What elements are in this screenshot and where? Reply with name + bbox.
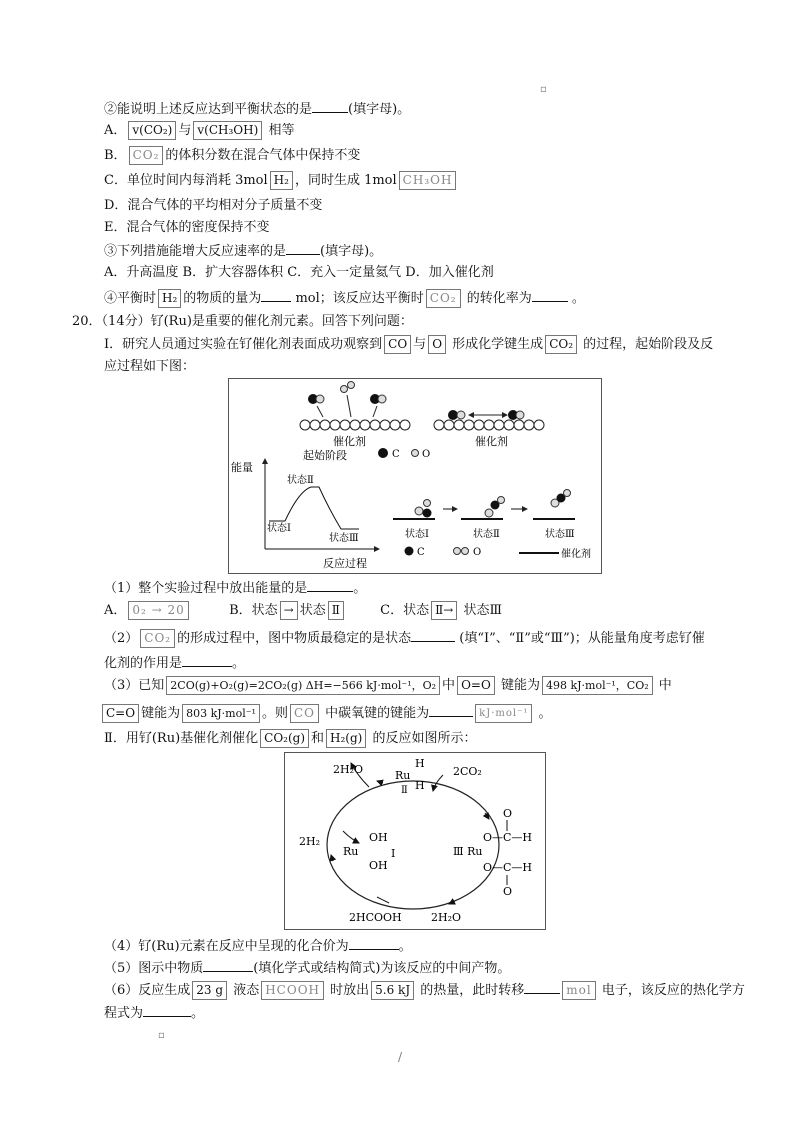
formula-box: mol: [562, 981, 595, 1000]
right-legend-c: C: [417, 547, 425, 558]
answer-blank[interactable]: [203, 957, 253, 972]
oxygen-atom: [564, 490, 571, 497]
oxygen-atom: [457, 411, 465, 419]
q19-option-d: D．混合气体的平均相对分子质量不变: [104, 198, 323, 213]
formula-box: CO₂: [129, 146, 164, 165]
formula-box: Ⅱ: [328, 601, 344, 620]
right-legend-o: O: [473, 547, 482, 558]
q19-option-a: [104, 121, 294, 141]
oxygen-atom: [316, 395, 324, 403]
catalytic-cycle-svg: [285, 753, 545, 929]
q20-text: 的过程，起始阶段及反: [583, 337, 714, 352]
oxygen-atom: [378, 395, 386, 403]
formula-box: HCOOH: [261, 981, 324, 1000]
oxygen-atom: [516, 411, 524, 419]
cycle-label: 2H₂O: [431, 911, 462, 924]
answer-blank[interactable]: [182, 652, 232, 667]
legend-oxygen: [462, 548, 469, 555]
cycle-label: O: [503, 807, 513, 820]
q20-s1-options: [104, 601, 502, 621]
formula-box: O=O: [457, 676, 495, 695]
formula-box: CO₂: [545, 335, 577, 354]
formula-box: CO: [290, 704, 319, 723]
q19-option-e: E．混合气体的密度保持不变: [104, 220, 270, 235]
oxygen-atom: [424, 500, 431, 507]
q19-part2-text: ②能说明上述反应达到平衡状态的是: [104, 102, 313, 117]
q20-text: 化剂的作用是: [104, 656, 183, 671]
option-letter: B．: [104, 148, 127, 163]
answer-blank[interactable]: [524, 979, 560, 994]
cycle-label: Ⅱ: [401, 785, 408, 796]
formula-box: H₂(g): [326, 729, 366, 748]
q20-header: 20．（14分）钌(Ru)是重要的催化剂元素。回答下列问题：: [72, 314, 413, 329]
catalyst-label: 催化剂: [475, 435, 508, 448]
q20-text: 键能为: [141, 706, 181, 721]
oxygen-atom: [348, 382, 355, 389]
option-text: 的体积分数在混合气体中保持不变: [165, 148, 361, 163]
cycle-label: Ru: [343, 845, 359, 858]
cycle-label: H: [415, 779, 425, 792]
q20-text: 。: [353, 581, 367, 596]
q19-part3-prompt: [104, 240, 382, 262]
cycle-label: OH: [369, 831, 388, 844]
legend-carbon: [378, 448, 388, 458]
option-text: ，同时生成 1mol: [294, 173, 397, 188]
cycle-label: 2HCOOH: [349, 911, 402, 924]
legend-carbon: [405, 547, 414, 556]
q20-s6-prompt: [104, 979, 745, 1001]
option-text: C．单位时间内每消耗 3mol: [104, 173, 268, 188]
right-state-3: 状态Ⅲ: [545, 529, 575, 540]
formula-box: 23 g: [192, 981, 227, 1000]
formula-box: kJ·mol⁻¹: [475, 704, 532, 723]
cycle-label: 2H₂O: [333, 763, 364, 776]
cycle-label: Ⅲ Ru: [453, 845, 483, 858]
answer-blank[interactable]: [429, 702, 473, 717]
cycle-label: O—C—H: [483, 831, 533, 844]
q20-text: 与: [413, 337, 427, 352]
q20-text: 的反应如图所示：: [372, 731, 477, 746]
page-footer: /: [398, 1050, 403, 1064]
q19-part4-text: 的转化率为: [466, 291, 532, 306]
catalytic-cycle-figure: [284, 752, 546, 930]
q20-text: Ⅱ．用钌(Ru)基催化剂催化: [104, 731, 259, 746]
option-text: 状态Ⅲ: [463, 603, 503, 618]
q19-part2-suffix: (填字母)。: [348, 102, 411, 117]
q20-s3-cont: [100, 702, 552, 724]
formula-box: O: [428, 335, 446, 354]
oxygen-atom: [415, 507, 423, 515]
formula-box: 803 kJ·mol⁻¹: [182, 704, 260, 723]
formula-box: CO: [384, 335, 411, 354]
q20-text: 。则: [261, 706, 288, 721]
catalyst-surface-right: [434, 420, 544, 430]
carbon-atom: [423, 509, 432, 518]
q19-option-c: [104, 171, 458, 191]
q20-text: 。: [398, 939, 412, 954]
answer-blank[interactable]: [286, 240, 320, 255]
catalyst-process-figure: [228, 378, 602, 574]
cycle-label: H: [415, 757, 425, 770]
formula-box: v(CO₂): [128, 121, 176, 140]
q19-option-b: [104, 146, 360, 166]
formula-box: 5.6 kJ: [371, 981, 414, 1000]
q20-text: (填化学式或结构简式)为该反应的中间产物。: [253, 961, 511, 976]
q20-text: 电子，该反应的热化学方: [601, 983, 745, 998]
formula-box: H₂: [270, 171, 293, 190]
q20-s3-prompt: [104, 676, 672, 696]
formula-box: C=O: [102, 704, 139, 723]
q19-part3-text: ③下列措施能增大反应速率的是: [104, 244, 287, 259]
q19-part4-text: 的物质的量为: [183, 291, 262, 306]
q20-text: 键能为: [500, 678, 540, 693]
q20-text: 程式为: [104, 1006, 144, 1021]
formula-box: 498 kJ·mol⁻¹，CO₂: [542, 676, 653, 695]
answer-blank[interactable]: [143, 1002, 191, 1017]
q20-text: （4）钌(Ru)元素在反应中呈现的化合价为: [104, 939, 349, 954]
option-text: B．状态: [229, 603, 278, 618]
q20-text: （2）: [104, 631, 139, 646]
q20-text: （5）图示中物质: [104, 961, 204, 976]
catalyst-label: 催化剂: [333, 435, 366, 448]
state-3-label: 状态Ⅲ: [329, 533, 359, 544]
option-letter: A．: [104, 123, 127, 138]
legend-oxygen: [454, 548, 461, 555]
answer-blank[interactable]: [532, 287, 568, 302]
option-text: C．状态: [380, 603, 430, 618]
q19-part2-prompt: [104, 98, 410, 120]
catalyst-surface-left: [300, 420, 410, 430]
q20-text: 形成化学键生成: [452, 337, 544, 352]
x-axis-label: 反应过程: [323, 557, 367, 570]
q20-s4-prompt: [104, 935, 412, 957]
answer-blank[interactable]: [261, 287, 291, 302]
option-text: 相等: [268, 123, 295, 138]
q20-text: 和: [311, 731, 325, 746]
q20-text: (填“Ⅰ”、“Ⅱ”或“Ⅲ”)；从能量角度考虑钌催: [459, 631, 705, 646]
cycle-label: O: [503, 885, 513, 898]
q20-text: 中碳氧键的键能为: [325, 706, 430, 721]
q20-text: 。: [538, 706, 552, 721]
legend-oxygen: [412, 450, 419, 457]
q20-text: 中: [658, 678, 672, 693]
q19-part3-suffix: (填字母)。: [320, 244, 383, 259]
q20-text: （6）反应生成: [104, 983, 191, 998]
q20-s2-cont: [104, 652, 245, 674]
formula-box: v(CH₃OH): [193, 121, 262, 140]
cycle-label: OH: [369, 859, 388, 872]
q19-part3-options: A．升高温度 B．扩大容器体积 C．充入一定量氦气 D．加入催化剂: [104, 265, 494, 280]
option-letter: A．: [104, 603, 127, 618]
legend-o-label: O: [422, 449, 431, 460]
cycle-label: Ru: [395, 769, 411, 782]
cycle-label: O—C—H: [483, 861, 533, 874]
answer-blank[interactable]: [312, 98, 348, 113]
oxygen-atom: [485, 509, 493, 517]
stage-label: 起始阶段: [303, 449, 347, 462]
legend-c-label: C: [392, 449, 400, 460]
catalyst-process-svg: [229, 379, 601, 573]
q20-text: 。: [191, 1006, 205, 1021]
q20-s1-prompt: [104, 577, 366, 599]
right-state-2: 状态Ⅱ: [473, 529, 500, 540]
q20-text: 的热量，此时转移: [420, 983, 525, 998]
q20-text: 时放出: [330, 983, 370, 998]
q20-part1-intro-cont: 应过程如下图：: [104, 359, 196, 374]
state-2-label: 状态Ⅱ: [287, 475, 314, 486]
page-mark: ▫: [158, 1030, 165, 1041]
right-state-1: 状态Ⅰ: [405, 529, 429, 540]
oxygen-atom: [341, 386, 348, 393]
q20-s6-cont: [104, 1002, 204, 1024]
q19-part4-text: ④平衡时: [104, 291, 157, 306]
formula-box: 2CO(g)+O₂(g)=2CO₂(g) ΔH=−566 kJ·mol⁻¹，O₂: [166, 676, 440, 695]
y-axis-label: 能量: [231, 461, 253, 474]
q20-text: 中: [442, 678, 456, 693]
q19-part4-prompt: [104, 287, 585, 309]
formula-box: H₂: [158, 289, 181, 308]
q20-text: Ⅰ．研究人员通过实验在钌催化剂表面成功观察到: [104, 337, 383, 352]
option-text: 状态: [299, 603, 326, 618]
page-mark: ▫: [540, 84, 547, 95]
cycle-label: Ⅰ: [391, 847, 396, 860]
oxygen-atom: [498, 497, 505, 504]
formula-box: CO₂(g): [260, 729, 309, 748]
right-catalyst-label: 催化剂: [561, 549, 591, 560]
state-1-label: 状态Ⅰ: [267, 523, 291, 534]
formula-box: CO₂: [426, 289, 461, 308]
q20-part2-intro: [104, 729, 477, 749]
q20-s5-prompt: [104, 957, 510, 979]
q20-text: （3）已知: [104, 678, 165, 693]
cycle-label: 2CO₂: [453, 765, 482, 778]
formula-box: CH₃OH: [399, 171, 457, 190]
formula-box: Ⅱ→: [431, 601, 457, 620]
option-text: 与: [178, 123, 192, 138]
formula-box: 0₂ → 20: [128, 601, 188, 620]
answer-blank[interactable]: [349, 935, 399, 950]
answer-blank[interactable]: [307, 577, 353, 592]
q20-text: （1）整个实验过程中放出能量的是: [104, 581, 308, 596]
q20-part1-intro: [104, 335, 713, 355]
q19-part4-text: 。: [571, 291, 585, 306]
q20-text: 。: [232, 656, 246, 671]
q20-text: 的形成过程中，图中物质最稳定的是状态: [177, 631, 412, 646]
answer-blank[interactable]: [411, 627, 455, 642]
q20-s2-prompt: [104, 627, 705, 649]
formula-box: CO₂: [140, 629, 175, 648]
q19-part4-text: mol；该反应达平衡时: [295, 291, 424, 306]
q20-text: 液态: [233, 983, 260, 998]
formula-box: →: [280, 601, 298, 620]
cycle-label: 2H₂: [299, 835, 321, 848]
